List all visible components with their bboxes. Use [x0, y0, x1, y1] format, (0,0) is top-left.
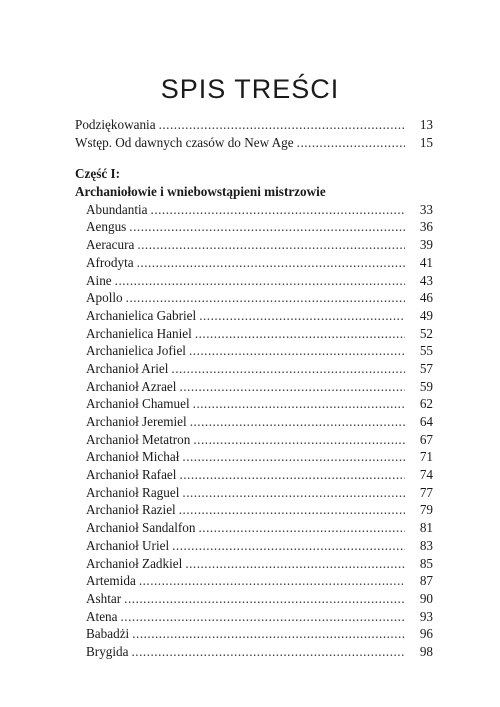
toc-entry-label: Archanioł Metatron [86, 431, 191, 447]
toc-entry-page: 67 [419, 431, 433, 447]
toc-entry-label: Archanioł Jeremiel [86, 414, 187, 429]
toc-entry-page: 79 [419, 502, 433, 518]
toc-entry-page: 64 [419, 414, 433, 429]
toc-entry-label: Aine [86, 272, 112, 288]
toc-entry-page: 41 [419, 254, 433, 270]
toc-entry [75, 625, 433, 643]
toc-entry-label: Wstęp. Od dawnych czasów do New Age [75, 134, 294, 150]
toc-entry [75, 590, 433, 608]
toc-entry [75, 307, 433, 325]
toc-entry-page: 59 [419, 378, 433, 394]
toc-entry [75, 325, 433, 343]
toc-entry [75, 201, 433, 219]
toc-entry-page: 93 [419, 608, 433, 624]
toc-entry-label: Podziękowania [75, 117, 156, 132]
toc-entry-page: 49 [419, 307, 433, 323]
dot-leader [151, 201, 405, 219]
dot-leader [171, 360, 405, 378]
toc-entry [75, 378, 433, 396]
dot-leader [132, 643, 406, 661]
dot-leader [124, 590, 405, 608]
dot-leader [159, 116, 405, 134]
toc-entry [75, 116, 433, 134]
part-label: Część I: [75, 166, 121, 182]
dot-leader [199, 519, 406, 537]
toc-entry [75, 289, 433, 307]
toc-entry-page: 33 [419, 201, 433, 217]
dot-leader [172, 537, 405, 555]
dot-leader [185, 555, 405, 573]
toc-entry-label: Archanioł Ariel [86, 360, 169, 376]
toc-entry [75, 643, 433, 661]
toc-entry-label: Atena [86, 608, 118, 624]
toc-entry-page: 71 [419, 449, 433, 465]
dot-leader [193, 395, 405, 413]
toc-entry-page: 98 [419, 643, 433, 659]
toc-entry-label: Abundantia [86, 201, 148, 217]
toc-entry [75, 395, 433, 413]
dot-leader [121, 608, 406, 626]
dot-leader [137, 254, 405, 272]
dot-leader [190, 413, 405, 431]
dot-leader [199, 307, 405, 325]
dot-leader [137, 236, 405, 254]
dot-leader [297, 134, 405, 152]
toc-entry-label: Archanioł Rafael [86, 467, 177, 483]
toc-entry [75, 572, 433, 590]
toc-entry-label: Archanielica Haniel [86, 325, 192, 341]
toc-entry-label: Archanioł Azrael [86, 378, 177, 394]
table-of-contents [75, 116, 433, 661]
dot-leader [182, 484, 405, 502]
toc-entry-label: Archanioł Sandalfon [86, 520, 196, 536]
toc-entry-label: Brygida [86, 643, 129, 659]
toc-entry [75, 413, 433, 431]
front-matter-list [75, 116, 433, 151]
toc-entry-page: 83 [419, 537, 433, 553]
page-title: SPIS TREŚCI [160, 74, 340, 105]
toc-entry-label: Afrodyta [86, 254, 134, 270]
dot-leader [129, 218, 405, 236]
dot-leader [193, 431, 405, 449]
toc-entry-page: 77 [419, 484, 433, 500]
toc-entry-page: 13 [419, 117, 433, 132]
toc-entry-page: 15 [419, 134, 433, 150]
toc-entry-page: 52 [419, 325, 433, 341]
toc-entry-page: 57 [419, 360, 433, 376]
dot-leader [115, 272, 405, 290]
dot-leader [195, 325, 405, 343]
toc-entry [75, 236, 433, 254]
toc-entry [75, 608, 433, 626]
toc-entry-page: 46 [419, 290, 433, 306]
toc-entry [75, 555, 433, 573]
dot-leader [179, 466, 405, 484]
toc-entry-page: 96 [419, 626, 433, 642]
toc-entry [75, 272, 433, 290]
toc-entry-label: Aengus [86, 219, 127, 235]
toc-entry-page: 55 [419, 343, 433, 359]
dot-leader [139, 572, 405, 590]
toc-entry [75, 254, 433, 272]
dot-leader [126, 289, 405, 307]
toc-entry-page: 62 [419, 396, 433, 412]
toc-entry-label: Babadżi [86, 626, 130, 642]
toc-entry-label: Artemida [86, 573, 136, 589]
toc-entry-label: Archanielica Gabriel [86, 307, 197, 323]
toc-entry-label: Archanioł Zadkiel [86, 555, 183, 571]
toc-entry [75, 537, 433, 555]
toc-entry [75, 360, 433, 378]
toc-entry [75, 134, 433, 152]
toc-entry-page: 74 [419, 467, 433, 483]
toc-entry-label: Aeracura [86, 237, 135, 253]
dot-leader [132, 625, 405, 643]
section-gap [75, 151, 433, 165]
toc-entry-page: 43 [419, 272, 433, 288]
dot-leader [182, 448, 405, 466]
part-heading: Archaniołowie i wniebowstąpieni mistrzowie [75, 184, 326, 200]
toc-entry-label: Archanioł Uriel [86, 537, 170, 553]
dot-leader [179, 501, 405, 519]
toc-entry-label: Ashtar [86, 590, 122, 606]
toc-entry [75, 448, 433, 466]
toc-entry-label: Archanielica Jofiel [86, 343, 186, 359]
toc-entry [75, 501, 433, 519]
toc-entry-label: Archanioł Raguel [86, 484, 180, 500]
toc-entry-page: 85 [419, 555, 433, 571]
dot-leader [179, 378, 405, 396]
toc-entry [75, 342, 433, 360]
toc-entry [75, 218, 433, 236]
toc-entry [75, 519, 433, 537]
toc-entry-label: Archanioł Raziel [86, 502, 176, 518]
toc-entry [75, 466, 433, 484]
toc-entry [75, 431, 433, 449]
toc-entry-label: Archanioł Chamuel [86, 396, 190, 412]
toc-entry [75, 484, 433, 502]
toc-entry-page: 36 [419, 219, 433, 235]
toc-entry-page: 87 [419, 573, 433, 589]
dot-leader [189, 342, 405, 360]
toc-entry-page: 90 [419, 590, 433, 606]
toc-entry-page: 39 [419, 237, 433, 253]
toc-entry-label: Archanioł Michał [86, 449, 180, 465]
toc-entry-label: Apollo [86, 290, 123, 306]
toc-entry-page: 81 [419, 520, 433, 536]
entries-list [75, 201, 433, 661]
